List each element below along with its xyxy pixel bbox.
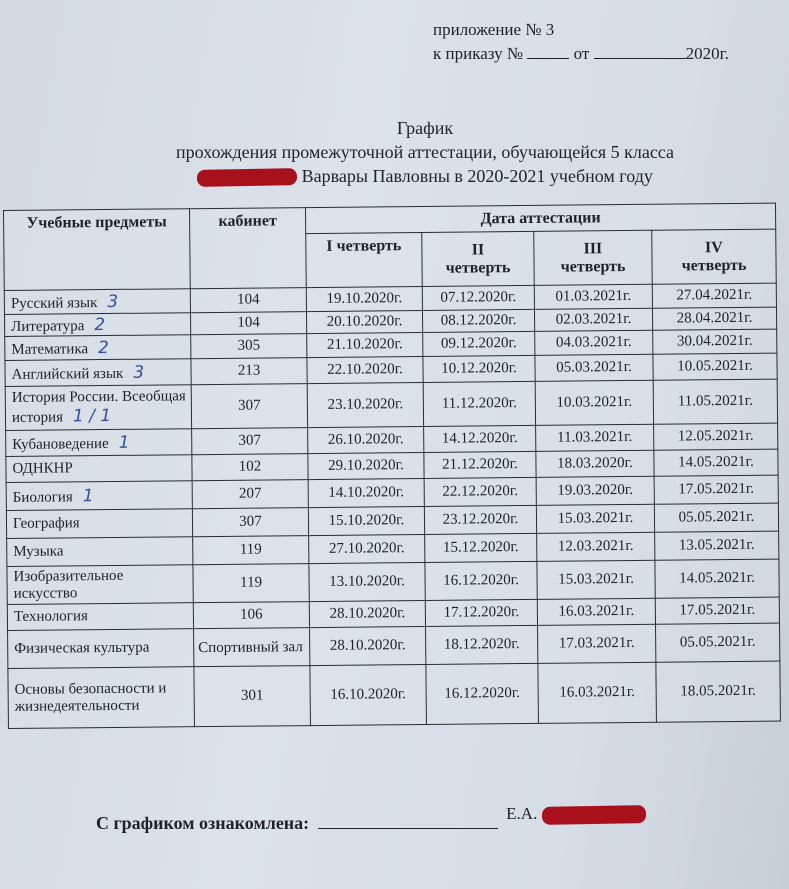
q2-date-cell: 08.12.2020г. xyxy=(422,309,534,332)
q2-date-cell: 16.12.2020г. xyxy=(425,561,537,600)
q3-date-cell: 16.03.2021г. xyxy=(538,662,657,723)
room-cell: 307 xyxy=(191,384,307,429)
room-cell: 106 xyxy=(193,602,309,629)
room-cell: 104 xyxy=(190,312,306,335)
subject-name: Изобразительное искусство xyxy=(13,567,124,602)
q2-date-cell: 21.12.2020г. xyxy=(424,451,536,478)
appendix-number: приложение № 3 xyxy=(433,20,555,39)
document-title xyxy=(0,116,789,188)
subject-cell xyxy=(6,455,192,483)
subject-cell xyxy=(8,667,195,729)
header-q2: II четверть xyxy=(422,231,535,286)
subject-cell xyxy=(7,603,193,631)
handwritten-grade: 3 xyxy=(107,291,119,312)
q4-date-cell: 27.04.2021г. xyxy=(652,283,776,308)
q1-date-cell: 28.10.2020г. xyxy=(310,626,426,665)
q4-date-cell: 12.05.2021г. xyxy=(654,423,778,450)
room-cell: 207 xyxy=(192,480,308,509)
table-row xyxy=(5,379,777,430)
q2-date-cell: 17.12.2020г. xyxy=(425,599,537,626)
signer-initials: Е.А. xyxy=(506,804,538,823)
q4-date-cell: 11.05.2021г. xyxy=(653,379,777,424)
subject-cell xyxy=(6,481,192,511)
header-q4: IV четверть xyxy=(652,229,777,284)
order-number-blank xyxy=(527,44,569,59)
order-date-blank xyxy=(594,44,686,59)
q3-date-cell: 17.03.2021г. xyxy=(538,624,656,663)
subject-name: Английский язык xyxy=(11,365,124,383)
subject-name: Кубановедение xyxy=(12,435,109,453)
q3-date-cell: 10.03.2021г. xyxy=(535,380,653,425)
subject-cell xyxy=(5,385,191,431)
q2-date-cell: 09.12.2020г. xyxy=(423,331,535,356)
q3-date-cell: 18.03.2020г. xyxy=(536,450,654,477)
q2-date-cell: 07.12.2020г. xyxy=(422,285,534,310)
q2-date-cell: 11.12.2020г. xyxy=(423,381,535,426)
subject-cell xyxy=(8,629,194,669)
title-subtitle: прохождения промежуточной аттестации, обучающейся 5 класса xyxy=(175,142,675,162)
q2-date-cell: 18.12.2020г. xyxy=(426,625,538,664)
q4-date-cell: 14.05.2021г. xyxy=(655,559,779,598)
handwritten-grade: 1 / 1 xyxy=(72,405,112,427)
q3-date-cell: 02.03.2021г. xyxy=(534,308,652,331)
q2-date-cell: 15.12.2020г. xyxy=(425,533,537,562)
room-cell: 104 xyxy=(190,288,306,313)
q4-date-cell: 30.04.2021г. xyxy=(653,329,777,354)
table-row xyxy=(8,661,781,728)
q2-date-cell: 22.12.2020г. xyxy=(424,477,536,506)
subject-cell xyxy=(4,289,190,315)
title-main: График xyxy=(396,118,454,138)
room-cell: 307 xyxy=(192,508,308,537)
handwritten-grade: 2 xyxy=(94,314,106,335)
q3-date-cell: 11.03.2021г. xyxy=(536,424,654,451)
subject-cell xyxy=(7,565,193,605)
q4-date-cell: 13.05.2021г. xyxy=(655,531,779,560)
handwritten-grade: 2 xyxy=(98,337,110,358)
q1-date-cell: 28.10.2020г. xyxy=(309,600,425,627)
q1-date-cell: 29.10.2020г. xyxy=(308,452,424,479)
q4-date-cell: 05.05.2021г. xyxy=(656,623,780,662)
q1-date-cell: 16.10.2020г. xyxy=(310,664,427,725)
room-cell: 307 xyxy=(192,428,308,455)
q1-date-cell: 13.10.2020г. xyxy=(309,562,425,601)
q2-date-cell: 23.12.2020г. xyxy=(424,505,536,534)
q1-date-cell: 15.10.2020г. xyxy=(308,506,424,535)
acknowledgement xyxy=(96,804,736,834)
signature-line xyxy=(318,812,498,829)
room-cell: 119 xyxy=(193,564,309,603)
subject-name: Основы безопасности и жизнедеятельности xyxy=(14,679,167,715)
acknowledgement-label: С графиком ознакомлена: xyxy=(96,813,310,833)
subject-cell xyxy=(5,313,191,337)
q3-date-cell: 15.03.2021г. xyxy=(537,560,655,599)
room-cell: 301 xyxy=(194,666,311,727)
handwritten-grade: 1 xyxy=(118,432,130,453)
room-cell: Спортивный зал xyxy=(194,628,310,667)
subject-name: Литература xyxy=(11,317,85,335)
attestation-table xyxy=(3,203,781,729)
redacted-surname xyxy=(197,169,297,188)
subject-cell xyxy=(6,509,192,539)
redacted-signer-surname xyxy=(542,805,646,825)
subject-cell xyxy=(5,335,191,361)
room-cell: 102 xyxy=(192,454,308,481)
q3-date-cell: 12.03.2021г. xyxy=(537,532,655,561)
subject-name: Русский язык xyxy=(10,294,98,312)
q1-date-cell: 23.10.2020г. xyxy=(307,382,423,427)
q3-date-cell: 16.03.2021г. xyxy=(537,598,655,625)
q4-date-cell: 14.05.2021г. xyxy=(654,449,778,476)
q4-date-cell: 05.05.2021г. xyxy=(654,503,778,532)
subject-name: История России. Всеобщая история xyxy=(11,388,186,426)
subject-cell xyxy=(6,429,192,457)
subject-name: География xyxy=(12,515,80,532)
subject-name: Биология xyxy=(12,488,73,506)
q1-date-cell: 19.10.2020г. xyxy=(306,286,422,311)
header-q3: III четверть xyxy=(534,230,653,285)
header-dates: Дата аттестации xyxy=(305,203,775,234)
title-student: Варвары Павловны в 2020-2021 учебном году xyxy=(0,164,789,188)
q4-date-cell: 17.05.2021г. xyxy=(655,597,779,624)
room-cell: 213 xyxy=(191,358,307,385)
q1-date-cell: 27.10.2020г. xyxy=(309,534,425,563)
q4-date-cell: 17.05.2021г. xyxy=(654,475,778,504)
subject-cell xyxy=(5,359,191,387)
room-cell: 305 xyxy=(191,334,307,359)
room-cell: 119 xyxy=(193,536,309,565)
q3-date-cell: 05.03.2021г. xyxy=(535,354,653,381)
handwritten-grade: 1 xyxy=(82,485,94,506)
q3-date-cell: 01.03.2021г. xyxy=(534,284,652,309)
subject-name: Музыка xyxy=(13,543,64,560)
header-subjects: Учебные предметы xyxy=(4,209,191,291)
appendix-header xyxy=(433,18,729,66)
header-room: кабинет xyxy=(189,208,306,289)
q1-date-cell: 22.10.2020г. xyxy=(307,356,423,383)
q1-date-cell: 21.10.2020г. xyxy=(307,332,423,357)
q3-date-cell: 04.03.2021г. xyxy=(535,330,653,355)
subject-name: Технология xyxy=(13,608,88,625)
subject-cell xyxy=(7,537,193,567)
subject-name: ОДНКНР xyxy=(12,460,73,477)
q1-date-cell: 20.10.2020г. xyxy=(306,310,422,333)
handwritten-grade: 3 xyxy=(133,362,145,383)
q2-date-cell: 10.12.2020г. xyxy=(423,355,535,382)
q3-date-cell: 15.03.2021г. xyxy=(536,504,654,533)
subject-name: Физическая культура xyxy=(14,639,150,657)
order-reference: к приказу № от 2020г. xyxy=(433,44,729,63)
q1-date-cell: 14.10.2020г. xyxy=(308,478,424,507)
q4-date-cell: 10.05.2021г. xyxy=(653,353,777,380)
q1-date-cell: 26.10.2020г. xyxy=(308,426,424,453)
q4-date-cell: 28.04.2021г. xyxy=(652,307,776,330)
q4-date-cell: 18.05.2021г. xyxy=(656,661,781,722)
attestation-table-wrapper xyxy=(3,203,781,729)
q3-date-cell: 19.03.2020г. xyxy=(536,476,654,505)
header-q1: I четверть xyxy=(306,232,423,287)
q2-date-cell: 14.12.2020г. xyxy=(424,425,536,452)
q2-date-cell: 16.12.2020г. xyxy=(426,663,539,724)
subject-name: Математика xyxy=(11,340,89,358)
